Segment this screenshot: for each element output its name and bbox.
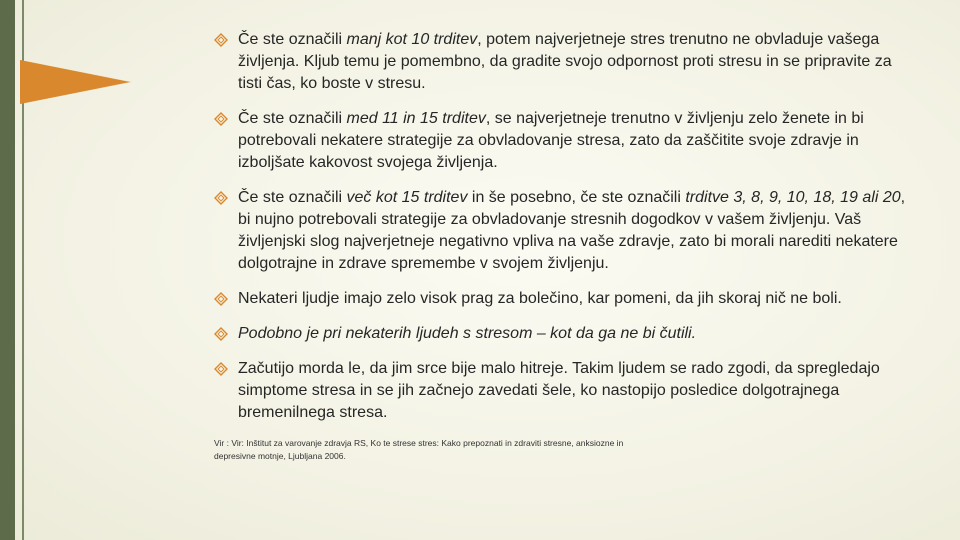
sidebar-bar [0,0,15,540]
bullet-item [214,358,914,424]
source-citation: Vir : Vir: Inštitut za varovanje zdravja RS, Ko te strese stres: Kako prepoznati in zdraviti stresne, anksiozne in depresivne motnje, Ljubljana 2006. [214,438,624,461]
bullet-item [214,187,914,275]
bullet-text-italic: Podobno je pri nekaterih ljudeh s stresom – kot da ga ne bi čutili. [238,325,697,342]
diamond-icon [214,327,228,341]
bullet-text-italic: med 11 in 15 trditev [346,110,486,127]
bullet-text-run: Če ste označili [238,189,347,206]
bullet-text-run: , se najverjetneje trenutno v življenju zelo ženete in bi potrebovali nekatere strategije za obvladovanje stresa, zato da zaščitite svoje zdravje in izboljšate kakovost svojega življenja. [238,110,864,171]
bullet-text-italic: trditve 3, 8, 9, 10, 18, 19 ali 20 [685,189,901,206]
bullet-text [238,290,842,307]
bullet-text-run: , bi nujno potrebovali strategije za obvladovanje stresnih dogodkov v vašem življenju. Vaš življenjski slog najverjetneje negativno vpliva na vaše zdravje, zato bi morali narediti nekatere dolgotrajne in zdrave spremembe v svojem življenju. [238,189,906,272]
bullet-item [214,323,914,345]
bullet-item [214,108,914,174]
bullet-text-italic: več kot 15 trditev [346,189,468,206]
bullet-text [238,189,905,272]
bullet-text [238,360,880,421]
diamond-icon [214,112,228,126]
bullet-text [238,110,864,171]
slide-content [214,29,914,463]
bullet-text-run: Nekateri ljudje imajo zelo visok prag za bolečino, kar pomeni, da jih skoraj nič ne boli. [238,290,842,307]
bullet-text [238,325,696,342]
diamond-icon [214,362,228,376]
bullet-text-run: in še posebno, če ste označili [467,189,686,206]
diamond-icon [214,292,228,306]
bullet-item [214,288,914,310]
bullet-text-run: Če ste označili [238,31,347,48]
bullet-text-italic: manj kot 10 trditev [346,31,478,48]
diamond-icon [214,33,228,47]
bullet-text-run: , potem najverjetneje stres trenutno ne obvladuje vašega življenja. Kljub temu je pomembno, da gradite svojo odpornost proti stresu in se pripravite za tisti čas, ko boste v stresu. [238,31,892,92]
bullet-item [214,29,914,95]
bullet-list [214,29,914,424]
diamond-icon [214,191,228,205]
accent-triangle [20,60,130,104]
bullet-text-run: Začutijo morda le, da jim srce bije malo hitreje. Takim ljudem se rado zgodi, da spregledajo simptome stresa in se jih začnejo zavedati šele, ko nastopijo posledice dolgotrajnega bremenilnega stresa. [238,360,880,421]
bullet-text-run: Če ste označili [238,110,347,127]
bullet-text [238,31,892,92]
